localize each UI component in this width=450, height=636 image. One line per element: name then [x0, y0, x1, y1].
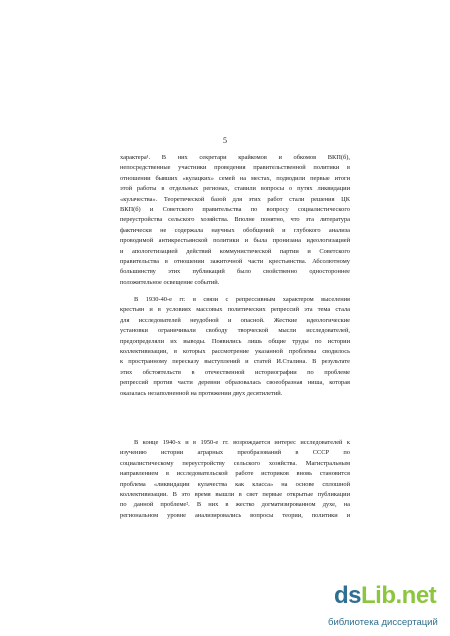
text-line: проводимой антикрестьянской политики и была пронизана идеологизацией — [120, 237, 350, 245]
page-number: 5 — [223, 136, 227, 145]
paragraph-1 — [120, 153, 350, 288]
text-line: установки ограничивали свободу творческой мысли исследователей, — [120, 327, 350, 335]
text-line: предопределяли их выводы. Появились лишь общие труды по истории — [120, 337, 350, 345]
text-line: проблема «ликвидации кулачества как класса» на основе сплошной — [120, 480, 350, 488]
text-line: В конце 1940-х и в 1950-е гг. возрождается интерес исследователей к — [134, 439, 350, 446]
text-line: фактически не содержала научных обобщений и глубокого анализа — [120, 226, 350, 234]
text-line: непосредственные участники проведения правительственной политики в — [120, 164, 350, 172]
text-line: положительное освещение событий. — [120, 278, 220, 286]
text-line: к пространному пересказу выступлений и статей И.Сталина. В результате — [120, 358, 350, 366]
text-line: В 1930-40-е гг. в связи с репрессивным характером выселения — [134, 296, 350, 303]
text-line: переустройства сельского хозяйства. Вполне понятно, что эта литература — [120, 216, 350, 224]
text-line: ВКП(б) и Советского правительства по вопросу социалистического — [120, 205, 350, 213]
logo-lib: Lib.net — [361, 582, 437, 609]
text-line: репрессий против части деревни образовалась своеобразная ниша, которая — [120, 379, 350, 387]
text-line: крестьян и в условиях массовых политических репрессий эта тема стала — [120, 306, 350, 314]
watermark-subtitle: библиотека диссертаций — [328, 617, 438, 628]
dslib-logo — [334, 582, 436, 610]
text-line: оказалась незаполненной на протяжении двух десятилетий. — [120, 389, 283, 397]
text-line: по данной проблеме². В них в жестко догматизированном духе, на — [120, 501, 350, 509]
text-line: коллективизации. В это время вышли в свет первые открытые публикации — [120, 490, 350, 498]
text-line: этой работы в отдельных регионах, ставили вопросы о путях ликвидации — [120, 185, 350, 193]
text-line: изучению истории аграрных преобразований в СССР по — [120, 449, 350, 457]
text-line: этих обстоятельств в отечественной историографии по проблеме — [120, 368, 350, 376]
dslib-watermark — [328, 582, 440, 628]
text-line: отношении бывших «кулацких» семей на местах, подводили первые итоги — [120, 174, 350, 182]
text-line: «кулачества». Теоретической базой для этих работ стали решения ЦК — [120, 195, 350, 203]
text-line: и апологетизацией действий коммунистической партии и Советского — [120, 247, 350, 255]
text-line: большинству этих публикаций было свойственно одностороннее — [120, 268, 350, 276]
text-line: правительства в отношении зажиточной части крестьянства. Абсолютному — [120, 257, 350, 265]
text-line: для исследователей неудобной и опасной. Жесткие идеологические — [120, 316, 350, 324]
paragraph-3 — [120, 438, 350, 521]
text-line: характера¹. В них секретари крайкомов и обкомов ВКП(б), — [120, 154, 350, 161]
paragraph-2 — [120, 295, 350, 399]
logo-ds: ds — [334, 582, 362, 609]
text-line: направлением в исследовательской работе историков вновь становится — [120, 470, 350, 478]
text-line: социалистическому переустройству сельского хозяйства. Магистральным — [120, 459, 350, 467]
text-line: коллективизации, в которых рассмотрение указанной проблемы сводилось — [120, 347, 350, 355]
text-line: региональном уровне анализировались вопросы теории, политики и — [120, 511, 350, 519]
